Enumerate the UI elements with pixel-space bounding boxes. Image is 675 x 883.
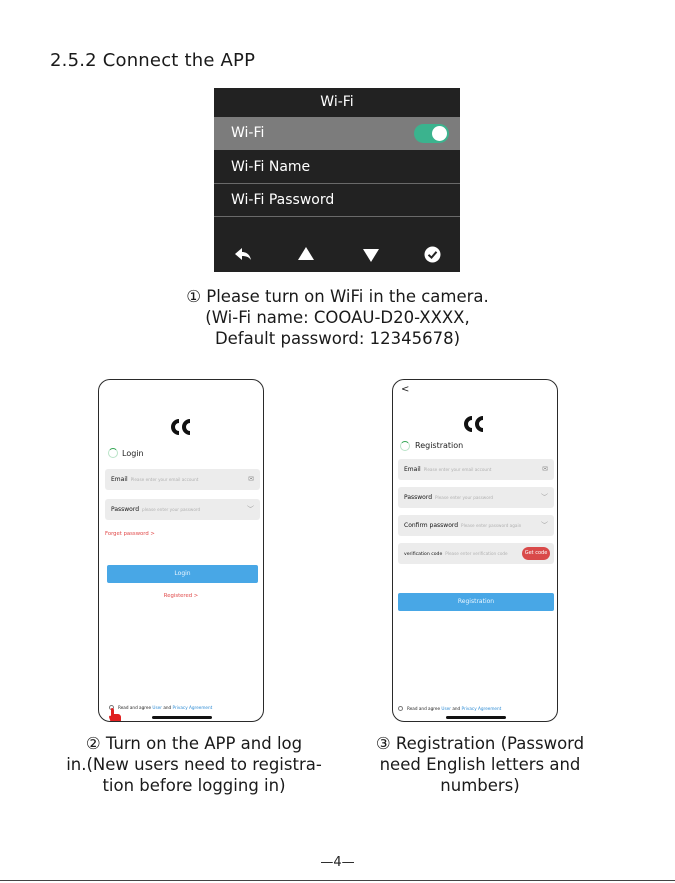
registration-heading: Registration <box>415 441 464 450</box>
get-code-button[interactable]: Get code <box>522 547 550 560</box>
loading-icon <box>400 441 410 451</box>
home-indicator <box>446 716 506 719</box>
back-chevron-icon[interactable]: < <box>401 384 410 395</box>
verification-code-label: verification code <box>404 552 443 557</box>
caption-step-3 <box>345 733 615 796</box>
login-heading: Login <box>122 449 144 458</box>
camera-row-wifi-name[interactable] <box>214 151 460 184</box>
camera-row-wifi[interactable] <box>214 117 460 150</box>
caption-line: ③ Registration (Password <box>375 734 585 753</box>
agreement-text <box>407 706 501 711</box>
password-placeholder: please enter your password <box>142 507 201 512</box>
caption-line: tion before logging in) <box>102 776 286 795</box>
agree-checkbox[interactable] <box>398 706 403 711</box>
mail-icon: ✉ <box>542 465 548 473</box>
email-placeholder: Please enter your email account <box>130 477 199 482</box>
password-field[interactable] <box>105 499 260 520</box>
login-phone-screen <box>98 379 264 722</box>
wifi-toggle[interactable] <box>414 124 449 143</box>
eye-hidden-icon[interactable]: ︶ <box>541 493 548 501</box>
bottom-rule <box>0 880 675 881</box>
agreement-text <box>118 705 212 710</box>
forget-password-link[interactable]: Forget password > <box>105 531 155 537</box>
agree-prefix: Read and agree <box>407 706 441 711</box>
login-button[interactable]: Login <box>107 565 258 583</box>
registered-link[interactable]: Registered > <box>163 593 199 599</box>
caption-line: ② Turn on the APP and log <box>85 734 303 753</box>
caption-line: ① Please turn on WiFi in the camera. <box>186 287 489 306</box>
caption-step-2 <box>44 733 344 796</box>
registration-button[interactable]: Registration <box>398 593 554 611</box>
eye-hidden-icon[interactable]: ︶ <box>247 505 254 513</box>
caption-line: in.(New users need to registra- <box>66 755 322 774</box>
email-label: Email <box>111 476 128 483</box>
agree-prefix: Read and agree <box>118 705 152 710</box>
verification-code-field[interactable] <box>398 543 554 564</box>
user-agreement-link[interactable]: User <box>441 706 451 711</box>
password-field[interactable] <box>398 487 554 508</box>
caption-step-1 <box>140 286 535 349</box>
verification-code-placeholder: Please enter verification code <box>445 551 508 556</box>
password-placeholder: Please enter your password <box>435 495 494 500</box>
app-logo-icon <box>461 414 489 434</box>
home-indicator <box>152 716 212 719</box>
registration-phone-screen <box>392 379 558 722</box>
page-number: —4— <box>320 855 355 870</box>
agree-and: and <box>452 706 461 711</box>
camera-screen-title: Wi-Fi <box>320 94 354 110</box>
caption-line: need English letters and <box>379 755 581 774</box>
back-arrow-icon[interactable] <box>233 246 253 262</box>
user-agreement-link[interactable]: User <box>152 705 162 710</box>
section-title: 2.5.2 Connect the APP <box>50 50 256 71</box>
caption-line: (Wi-Fi name: COOAU-D20-XXXX, <box>205 308 470 327</box>
camera-row-label: Wi-Fi Name <box>231 159 311 175</box>
privacy-agreement-link[interactable]: Privacy Agreement <box>461 706 502 711</box>
email-field[interactable] <box>398 459 554 480</box>
check-circle-icon[interactable] <box>424 246 441 263</box>
app-logo-icon <box>168 417 196 437</box>
email-field[interactable] <box>105 469 260 490</box>
up-triangle-icon[interactable] <box>297 246 315 261</box>
email-label: Email <box>404 466 421 473</box>
password-label: Password <box>404 494 433 501</box>
confirm-password-field[interactable] <box>398 515 554 536</box>
camera-wifi-screen <box>214 88 460 272</box>
password-label: Password <box>111 506 140 513</box>
tap-hand-icon <box>108 707 122 722</box>
confirm-password-label: Confirm password <box>404 522 459 529</box>
email-placeholder: Please enter your email account <box>423 467 492 472</box>
caption-line: numbers) <box>440 776 520 795</box>
mail-icon: ✉ <box>248 475 254 483</box>
privacy-agreement-link[interactable]: Privacy Agreement <box>172 705 213 710</box>
camera-row-label: Wi-Fi Password <box>231 192 335 208</box>
toggle-knob <box>432 126 447 141</box>
caption-line: Default password: 12345678) <box>214 329 461 348</box>
agree-and: and <box>163 705 172 710</box>
camera-row-wifi-password[interactable] <box>214 184 460 217</box>
down-triangle-icon[interactable] <box>362 248 380 263</box>
loading-icon <box>108 448 118 458</box>
confirm-password-placeholder: Please enter password again <box>461 523 522 528</box>
camera-row-label: Wi-Fi <box>231 125 265 141</box>
eye-hidden-icon[interactable]: ︶ <box>541 521 548 529</box>
